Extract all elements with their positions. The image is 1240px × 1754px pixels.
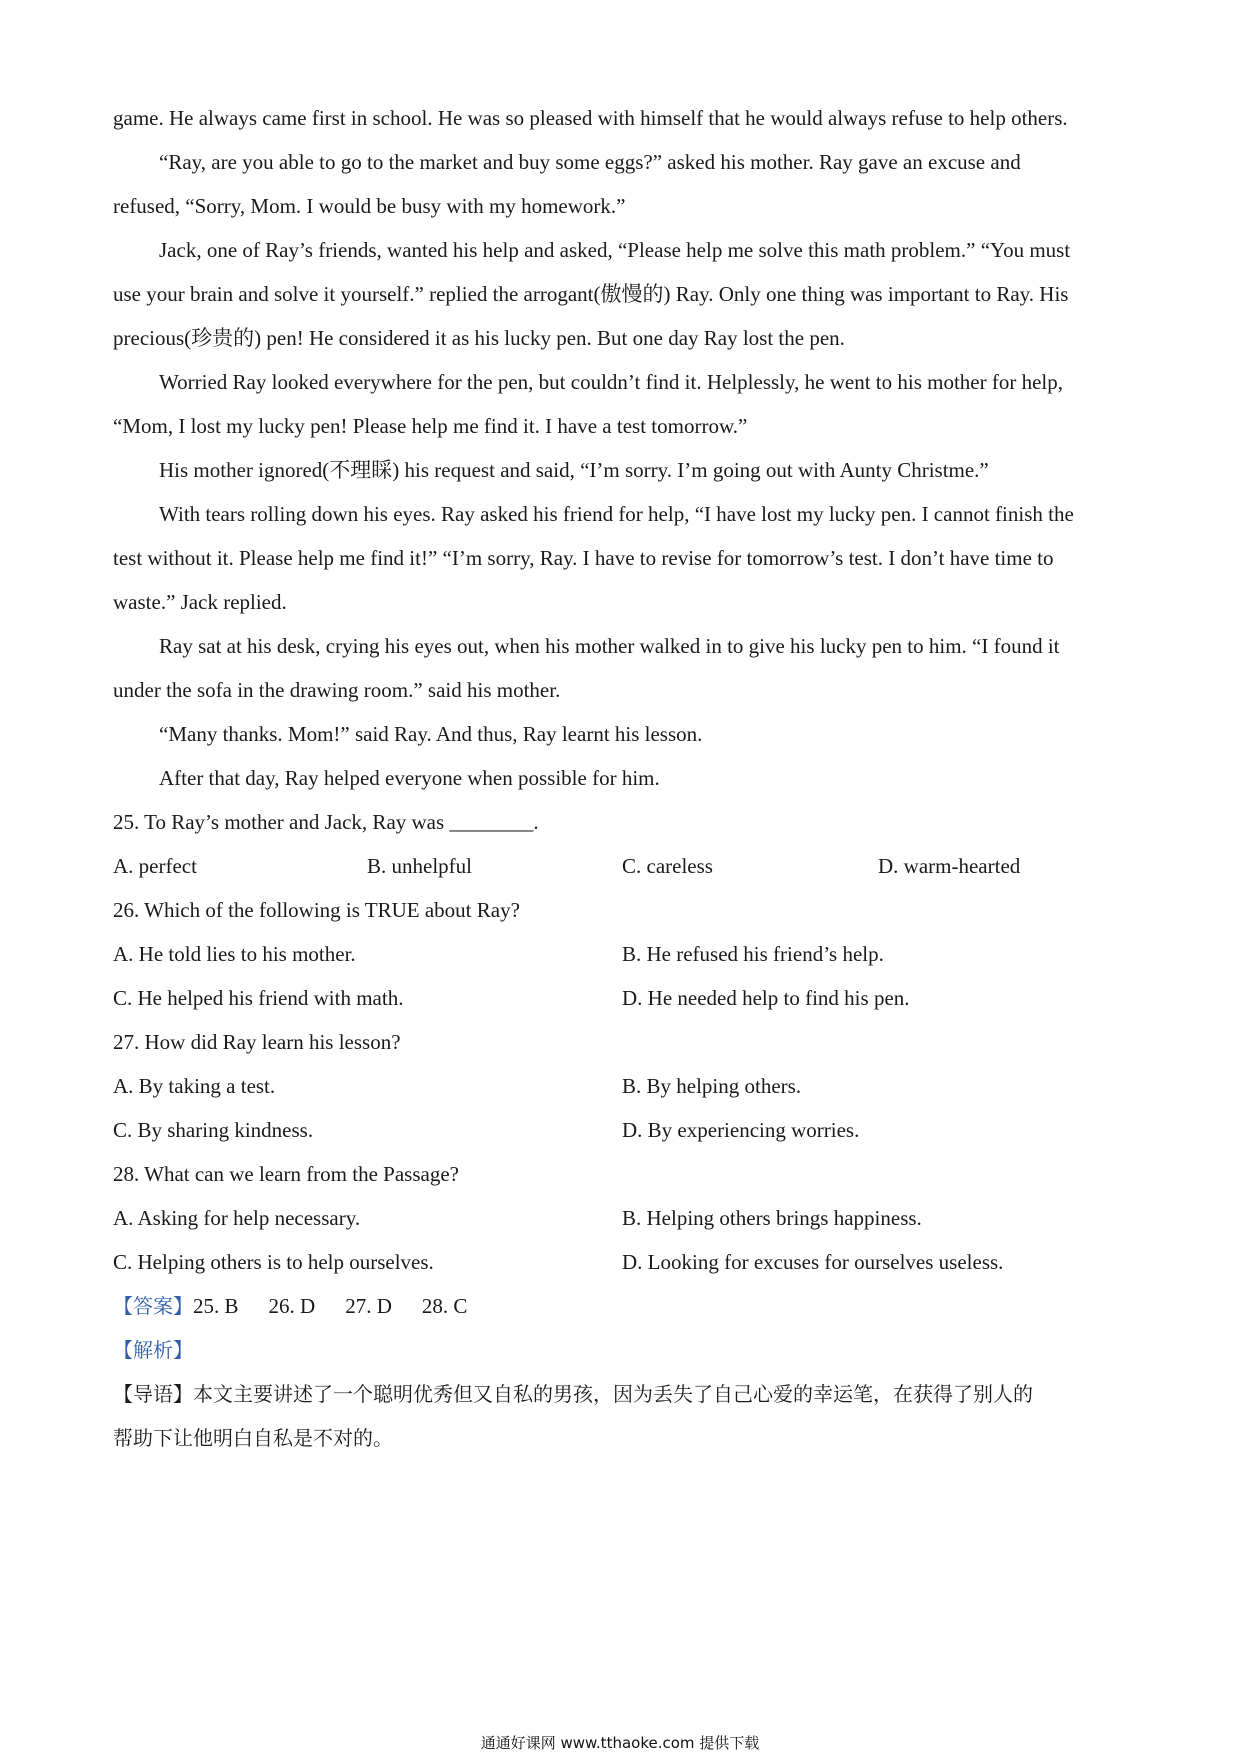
story-line: Ray sat at his desk, crying his eyes out, when his mother walked in to give his lucky pen to him. “I found it [159,634,1060,658]
page-footer: 通通好课网 www.tthaoke.com 提供下载 [480,1734,760,1752]
story-line: His mother ignored(不理睬) his request and said, “I’m sorry. I’m going out with Aunty Christme.” [159,458,989,482]
story-line: Worried Ray looked everywhere for the pen, but couldn’t find it. Helplessly, he went to his mother for help, [159,370,1063,394]
answer-item: 25. B [193,1294,239,1318]
story-line: under the sofa in the drawing room.” said his mother. [113,678,561,702]
question-stem: 28. What can we learn from the Passage? [113,1162,459,1186]
story-line: test without it. Please help me find it!” “I’m sorry, Ray. I have to revise for tomorrow’s test. I don’t have time to [113,546,1054,570]
question-stem: 27. How did Ray learn his lesson? [113,1030,401,1054]
option-d: D. He needed help to find his pen. [622,986,910,1010]
option-c: C. He helped his friend with math. [113,986,404,1010]
story-line: refused, “Sorry, Mom. I would be busy with my homework.” [113,194,626,218]
option-c: C. careless [622,854,713,878]
story-line: “Ray, are you able to go to the market and buy some eggs?” asked his mother. Ray gave an excuse and [159,150,1021,174]
answer-line [113,1292,1133,1320]
story-line: “Many thanks. Mom!” said Ray. And thus, Ray learnt his lesson. [159,722,703,746]
analysis-heading [113,1336,1133,1364]
story-line: With tears rolling down his eyes. Ray asked his friend for help, “I have lost my lucky pen. I cannot finish the [159,502,1074,526]
option-d: D. Looking for excuses for ourselves useless. [622,1250,1004,1274]
option-b: B. By helping others. [622,1074,802,1098]
intro-line: 帮助下让他明白自私是不对的。 [113,1426,393,1450]
story-line: precious(珍贵的) pen! He considered it as his lucky pen. But one day Ray lost the pen. [113,326,845,350]
answer-item: 26. D [268,1294,316,1318]
option-a: A. By taking a test. [113,1074,276,1098]
option-d: D. By experiencing worries. [622,1118,860,1142]
option-c: C. By sharing kindness. [113,1118,314,1142]
option-c: C. Helping others is to help ourselves. [113,1250,434,1274]
story-line: Jack, one of Ray’s friends, wanted his help and asked, “Please help me solve this math problem.” “You must [159,238,1071,262]
option-a: A. Asking for help necessary. [113,1206,361,1230]
story-line: After that day, Ray helped everyone when possible for him. [159,766,660,790]
answer-item: 27. D [345,1294,392,1318]
story-line: use your brain and solve it yourself.” replied the arrogant(傲慢的) Ray. Only one thing was important to Ray. His [113,282,1069,306]
intro-text: 本文主要讲述了一个聪明优秀但又自私的男孩，因为丢失了自己心爱的幸运笔，在获得了别人的 [193,1382,1033,1406]
story-line: “Mom, I lost my lucky pen! Please help me find it. I have a test tomorrow.” [113,414,748,438]
story-line: waste.” Jack replied. [113,590,287,614]
option-b: B. Helping others brings happiness. [622,1206,922,1230]
option-d: D. warm-hearted [878,854,1021,878]
option-b: B. He refused his friend’s help. [622,942,884,966]
intro-line [113,1380,1133,1408]
answer-label: 【答案】 [113,1294,193,1318]
story-line: game. He always came first in school. He was so pleased with himself that he would always refuse to help others. [113,106,1068,130]
question-stem: 26. Which of the following is TRUE about Ray? [113,898,520,922]
option-b: B. unhelpful [367,854,472,878]
intro-label: 【导语】 [113,1382,193,1406]
answer-item: 28. C [421,1294,468,1318]
analysis-label: 【解析】 [113,1338,193,1362]
option-a: A. perfect [113,854,197,878]
option-a: A. He told lies to his mother. [113,942,356,966]
question-stem: 25. To Ray’s mother and Jack, Ray was ________. [113,810,539,834]
